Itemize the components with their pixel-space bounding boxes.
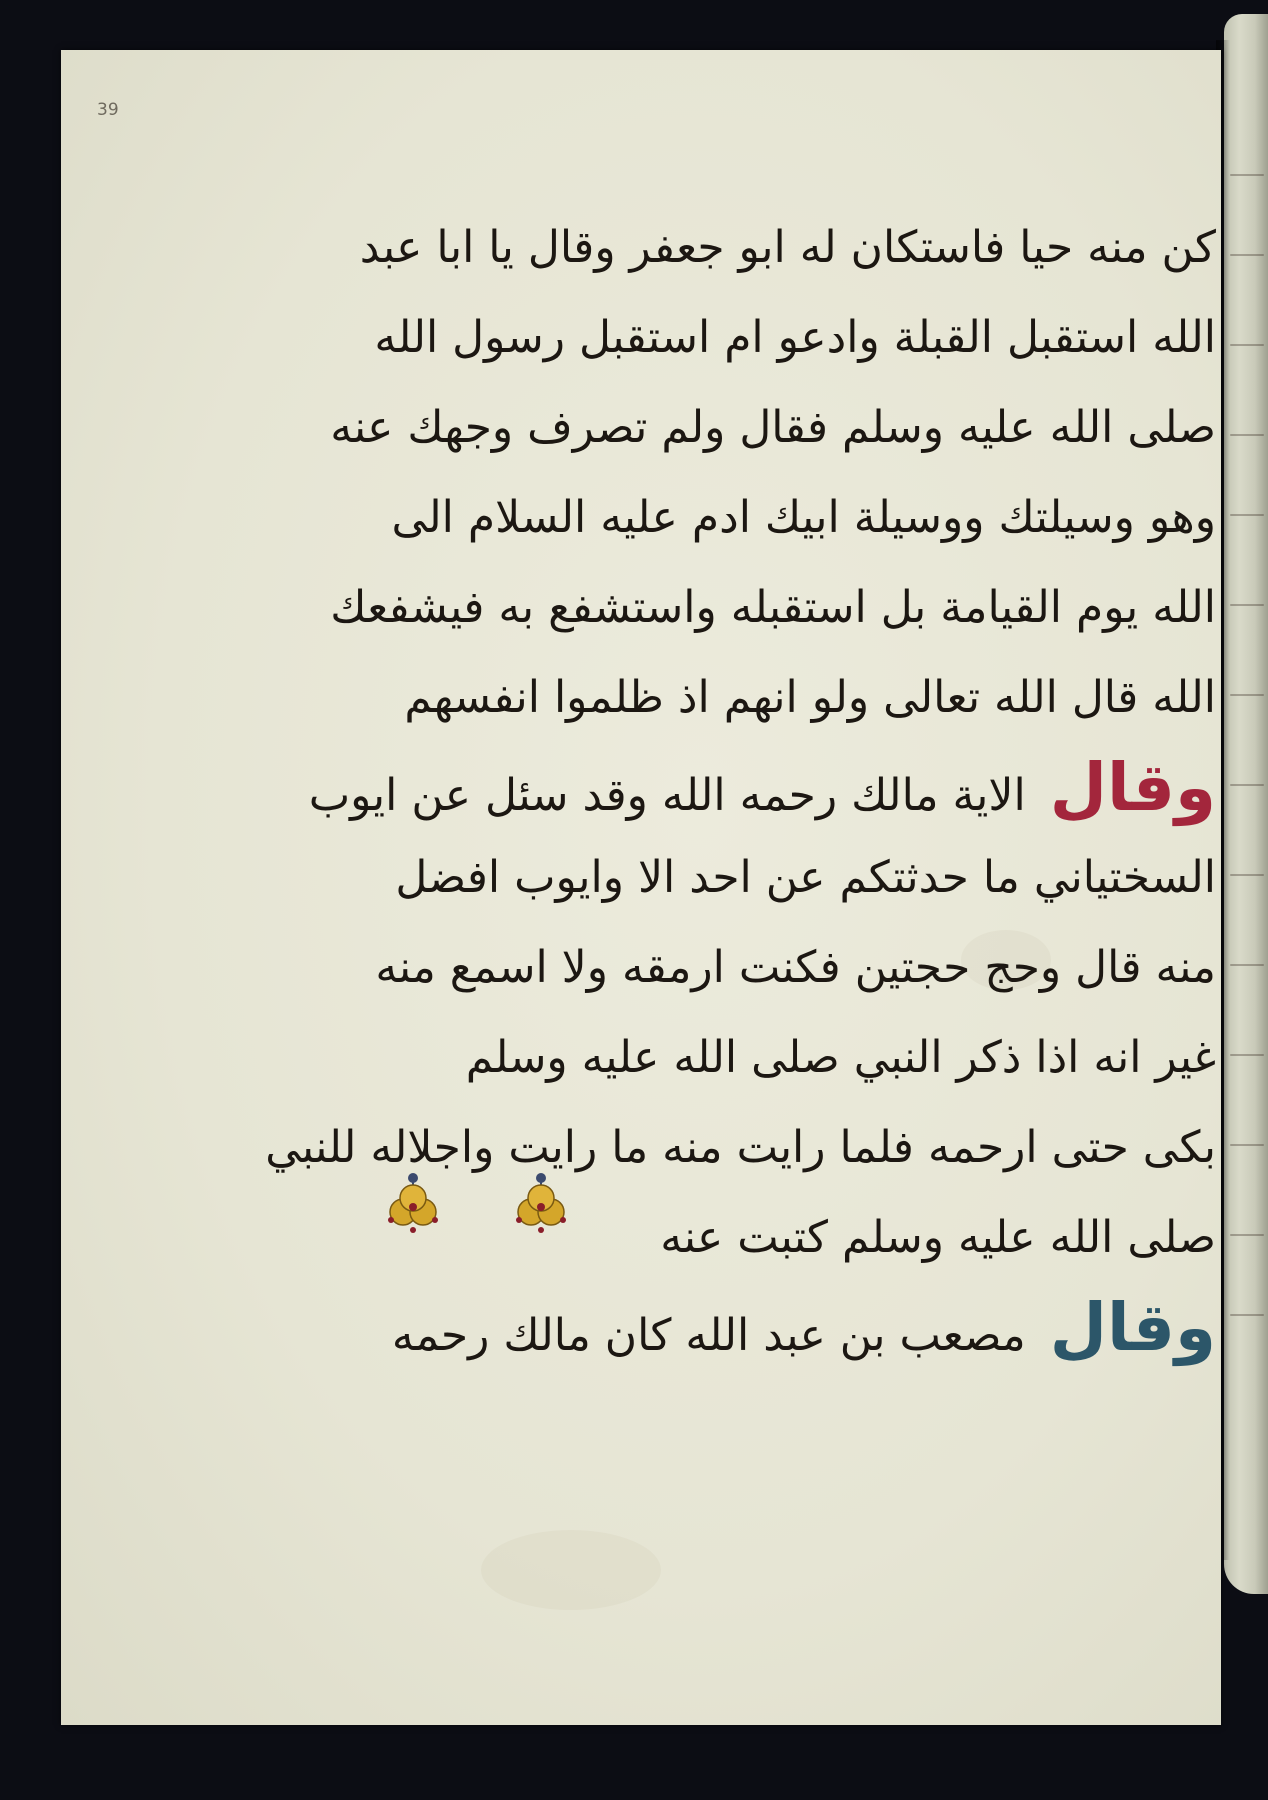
rubric-heading: وقال bbox=[1049, 749, 1216, 826]
text-block bbox=[265, 208, 1216, 1388]
gold-rosette-icon bbox=[511, 1170, 571, 1240]
text-line-9: منه قال وحج حجتين فكنت ارمقه ولا اسمع منه bbox=[375, 942, 1216, 993]
rubric-heading: وقال bbox=[1049, 1289, 1216, 1366]
text-line-7-body: الاية مالك رحمه الله وقد سئل عن ايوب bbox=[308, 770, 1026, 821]
text-line-6: الله قال الله تعالى ولو انهم اذ ظلموا انفسهم bbox=[404, 672, 1216, 723]
text-line-13-body: مصعب بن عبد الله كان مالك رحمه bbox=[391, 1310, 1026, 1361]
next-leaf-edge bbox=[1224, 14, 1268, 1594]
text-line-12: صلى الله عليه وسلم كتبت عنه bbox=[660, 1212, 1216, 1263]
text-line-10: غير انه اذا ذكر النبي صلى الله عليه وسلم bbox=[465, 1032, 1216, 1083]
text-line-7 bbox=[309, 748, 1216, 828]
text-line-3: صلى الله عليه وسلم فقال ولم تصرف وجهك عنه bbox=[330, 402, 1216, 453]
text-line-4: وهو وسيلتك ووسيلة ابيك ادم عليه السلام الى bbox=[391, 492, 1216, 543]
text-line-13 bbox=[392, 1288, 1216, 1368]
paper-stain bbox=[481, 1530, 661, 1610]
text-line-1: كن منه حيا فاستكان له ابو جعفر وقال يا ابا عبد bbox=[359, 222, 1216, 273]
text-line-2: الله استقبل القبلة وادعو ام استقبل رسول الله bbox=[374, 312, 1216, 363]
text-line-11: بكى حتى ارحمه فلما رايت منه ما رايت واجلاله للنبي bbox=[265, 1122, 1216, 1173]
manuscript-folio bbox=[61, 50, 1221, 1725]
gold-rosette-icon bbox=[383, 1170, 443, 1240]
text-line-8: السختياني ما حدثتكم عن احد الا وايوب افضل bbox=[395, 852, 1216, 903]
text-line-5: الله يوم القيامة بل استقبله واستشفع به فيشفعك bbox=[330, 582, 1216, 633]
folio-number: 39 bbox=[97, 100, 119, 120]
